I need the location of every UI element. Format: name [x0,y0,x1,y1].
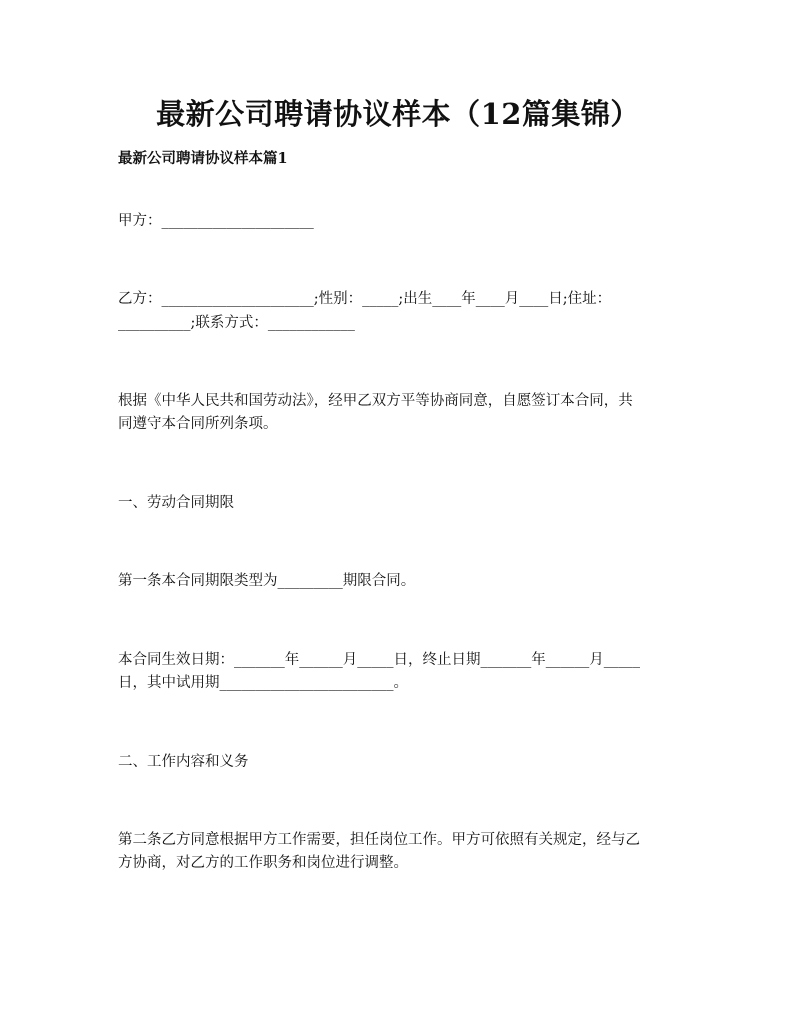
effective-date-line-1: 本合同生效日期：_______年______月_____日，终止日期_______年______月_____ [118,652,640,668]
article-1-line: 第一条本合同期限类型为_________期限合同。 [118,573,416,589]
document-title: 最新公司聘请协议样本（12篇集锦） [156,97,640,131]
effective-date-line-2: 日，其中试用期________________________。 [118,675,408,691]
article-2-line-2: 方协商，对乙方的工作职务和岗位进行调整。 [118,855,408,871]
preamble-line-2: 同遵守本合同所列条项。 [118,416,278,432]
party-b-line: 乙方：_____________________;性别：_____;出生____年____月____日;住址： [118,291,612,307]
party-a-line: 甲方：_____________________ [118,213,314,229]
section-title: 最新公司聘请协议样本篇1 [118,150,288,167]
preamble-line-1: 根据《中华人民共和国劳动法》，经甲乙双方平等协商同意，自愿签订本合同，共 [118,393,633,409]
article-2-line-1: 第二条乙方同意根据甲方工作需要，担任岗位工作。甲方可依照有关规定，经与乙 [118,832,640,848]
heading-contract-term: 一、劳动合同期限 [118,495,234,511]
party-b-contact-line: __________;联系方式：____________ [118,315,355,331]
heading-work-content: 二、工作内容和义务 [118,754,249,770]
